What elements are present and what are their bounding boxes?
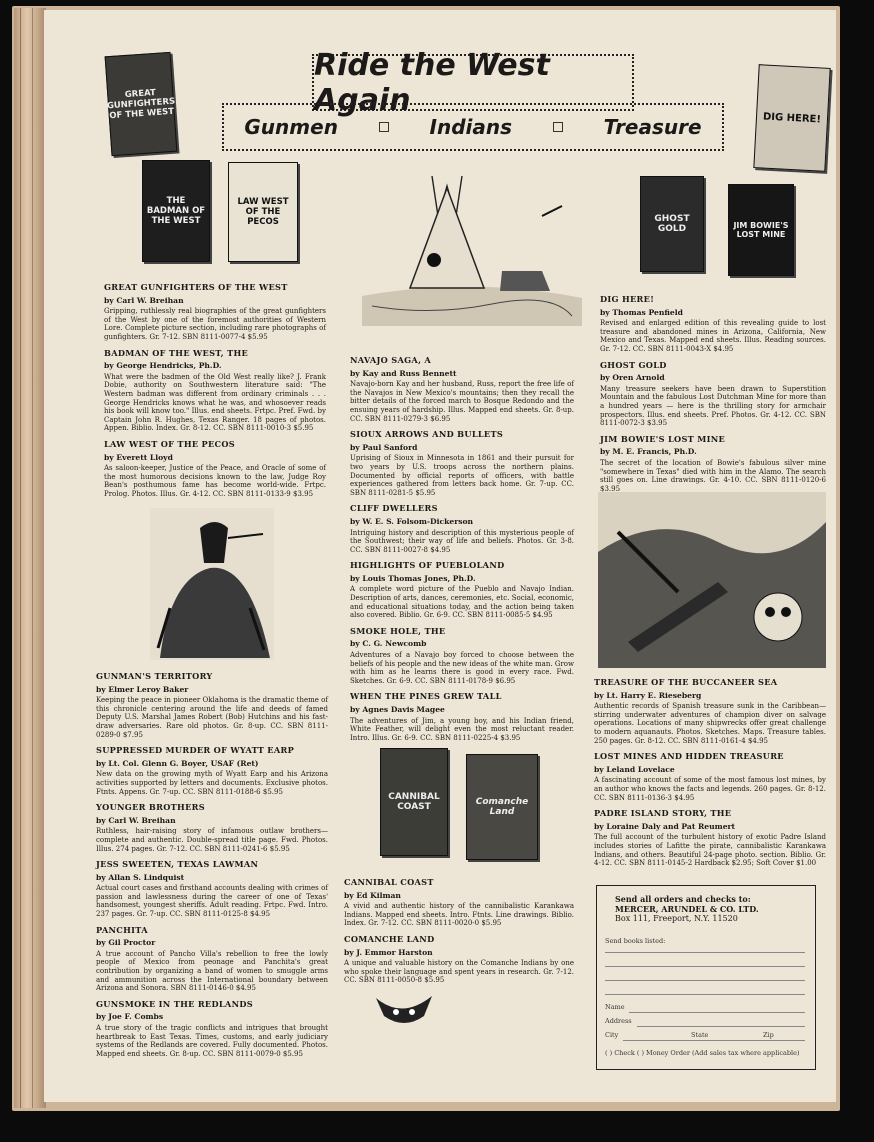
category-indians: Indians [429,115,513,139]
book-description: A true account of Pancho Villa's rebellion to free the lowly people of Mexico from peonage and Panchita's great contribution by organizing a band of women to smuggle arms and ammunition across the International boundary between Arizona and Sonora. SBN 8111-0146-0 $4.95 [96,949,328,993]
book-author: by Agnes Davis Magee [350,705,445,714]
banner-categories [222,103,724,151]
book-title: SMOKE HOLE, THE [350,625,446,636]
book-entry [600,295,826,354]
book-author: by Leland Lovelace [594,764,675,774]
cover-title: GREAT GUNFIGHTERS OF THE WEST [106,87,176,122]
cattle-skull-ornament [372,990,436,1032]
book-title: DIG HERE! [600,294,655,304]
column-right-bottom [594,678,826,875]
book-description: Revised and enlarged edition of this revealing guide to lost treasure and abandoned mines in Arizona, California, New Mexico and Texas. Mapped end sheets. Illus. Reading sources. Gr. 7-12. CC. SBN 8111-0043-X $4.95 [600,319,826,353]
book-entry [600,361,826,428]
book-entry [594,809,826,868]
book-description: Gripping, ruthlessly real biographies of the great gunfighters of the West by one of the foremost authorities of Western Lore. Complete picture section, including rare photographs of gunfighters. Gr. 7-12. SBN 8111-0077-4 $5.95 [104,307,326,341]
book-author: by Thomas Penfield [600,307,683,317]
book-author: by Everett Lloyd [104,452,173,462]
book-author: by Carl W. Breihan [104,295,184,305]
book-description: A unique and valuable history on the Comanche Indians by one who spoke their language and spent years in research. Gr. 7-12. CC. SBN 8111-0050-8 $5.95 [344,959,574,985]
book-entry [350,504,574,554]
book-title: COMANCHE LAND [344,933,435,944]
book-cover-gunfighters [105,52,178,156]
address-field[interactable] [637,1026,805,1027]
book-description: A complete word picture of the Pueblo and Navajo Indian. Description of arts, dances, ceremonies, etc. Social, economic, and educational situations today, and the action being taken also covered. Biblio. Gr. 6-9. CC. SBN 8111-0085-5 $4.95 [350,585,574,620]
city-label: City [605,1031,619,1039]
book-entry [96,860,328,919]
book-description: New data on the growing myth of Wyatt Earp and his Arizona activities supported by letters and documents. Exclusive photos. Ftnts. Appens. Gr. 7-up. CC. SBN 8111-0188-6 $5.95 [96,770,328,796]
book-cover-ghostgold [640,176,704,272]
city-state-zip-field[interactable] [623,1040,805,1041]
book-description: A vivid and authentic history of the cannibalistic Karankawa Indians. Mapped end sheets. Intro. Ftnts. Line drawings. Biblio. Index. Gr. 7-12. CC. SBN 8111-0020-0 $5.95 [344,902,574,928]
book-title: JIM BOWIE'S LOST MINE [600,433,726,444]
book-entry [594,678,826,745]
book-author: by Joe F. Combs [96,1012,164,1022]
cover-title: JIM BOWIE'S LOST MINE [733,221,789,239]
gunman-on-horse-illustration [150,508,274,660]
binding-spine [14,8,46,1108]
books-line[interactable] [605,966,805,967]
book-entry [600,435,826,494]
book-author: by Carl W. Breihan [96,815,176,825]
book-cover-bowie [728,184,794,276]
teepee-illustration [352,176,584,332]
cover-title: DIG HERE! [762,110,822,126]
book-entry [104,440,326,499]
column-left-bottom [96,672,328,1065]
book-author: by George Hendricks, Ph.D. [104,361,222,371]
book-author: by Allan S. Lindquist [96,872,185,882]
book-description: Intriguing history and description of this mysterious people of the Southwest; their way of life and beliefs. Photos. Gr. 3-8. CC. SBN 8111-0027-8 $4.95 [350,528,574,554]
order-address: Box 111, Freeport, N.Y. 11520 [615,914,738,923]
book-title: JESS SWEETEN, TEXAS LAWMAN [96,859,259,870]
book-author: by J. Emmor Harston [344,947,433,957]
book-author: by Gil Proctor [96,938,156,948]
books-line[interactable] [605,994,805,995]
book-cover-lawwest [228,162,298,262]
name-field[interactable] [629,1012,805,1013]
book-entry [96,746,328,796]
book-description: A true story of the tragic conflicts and intrigues that brought heartbreak to East Texas. Times, customs, and early judiciary systems of the Redlands are covered. Fully documented. Photos. Mapped end sheets. Gr. 8-up. CC. SBN 8111-0079-0 $5.95 [96,1024,328,1058]
address-label: Address [605,1017,632,1025]
book-description: The secret of the location of Bowie's fabulous silver mine "somewhere in Texas" died with him in the Alamo. The search still goes on. Line drawings. Gr. 4-10. CC. SBN 8111-0120-6 $3.95 [600,458,826,493]
book-author: by Lt. Col. Glenn G. Boyer, USAF (Ret) [96,758,259,768]
book-title: GUNSMOKE IN THE REDLANDS [96,998,253,1009]
book-author: by Paul Sanford [350,442,418,452]
column-right-top [600,295,826,500]
book-entry [96,926,328,993]
book-author: by Louis Thomas Jones, Ph.D. [350,573,476,583]
book-title: CLIFF DWELLERS [350,503,438,514]
banner-title-text: Ride the West Again [314,47,550,118]
book-author: by Ed Kilman [344,890,401,900]
book-author: by Elmer Leroy Baker [96,684,189,694]
bullet-box-icon [379,122,389,132]
book-entry [350,692,574,742]
payment-options[interactable]: ( ) Check ( ) Money Order (Add sales tax where applicable) [605,1049,800,1057]
book-entry [350,561,574,620]
book-title: GUNMAN'S TERRITORY [96,671,213,681]
book-description: Uprising of Sioux in Minnesota in 1861 and their pursuit for two years by U.S. troops across the northern plains. Documented by official reports of officers, with battle experiences gathered from letters back home. Gr. 7-up. CC. SBN 8111-0281-5 $5.95 [350,454,574,497]
state-label: State [691,1031,709,1039]
book-title: PANCHITA [96,924,148,935]
book-entry [350,627,574,686]
order-company: MERCER, ARUNDEL & CO. LTD. [615,904,759,914]
book-author: by M. E. Francis, Ph.D. [600,447,697,457]
books-line[interactable] [605,952,805,953]
book-entry [96,672,328,739]
book-description: Ruthless, hair-raising story of infamous outlaw brothers—complete and authentic. Double-spread title page. Fwd. Photos. Illus. 274 pages. Gr. 7-12. CC. SBN 8111-0241-6 $5.95 [96,827,328,853]
book-cover-comanche [466,754,538,860]
category-gunmen: Gunmen [244,115,338,139]
cover-title: GHOST GOLD [654,214,690,234]
book-title: LOST MINES AND HIDDEN TREASURE [594,751,784,762]
book-description: Many treasure seekers have been drawn to Superstition Mountain and the fabulous Lost Dutchman Mine for more than a hundred years — here is the thrilling story for armchair prospectors. Illus. end sheets. Pref. Photos. Gr. 4-12. CC. SBN 8111-0072-3 $3.95 [600,384,826,428]
skull-and-treasure-illustration [598,492,826,668]
book-author: by Loraine Daly and Pat Reumert [594,821,736,831]
bullet-box-icon [553,122,563,132]
name-label: Name [605,1003,625,1011]
book-author: by Kay and Russ Bennett [350,368,457,378]
book-entry [594,752,826,802]
book-title: WHEN THE PINES GREW TALL [350,691,502,702]
book-entry [104,349,326,433]
zip-label: Zip [763,1031,774,1039]
category-treasure: Treasure [603,115,702,139]
book-author: by W. E. S. Folsom-Dickerson [350,516,474,526]
column-left-top [104,283,326,505]
book-title: SIOUX ARROWS AND BULLETS [350,429,504,440]
cover-title: LAW WEST OF THE PECOS [237,197,289,227]
book-description: A fascinating account of some of the most famous lost mines, by an author who knows the facts and legends. 260 pages. Gr. 8-12. CC. SBN 8111-0136-3 $4.95 [594,776,826,802]
book-title: CANNIBAL COAST [344,877,434,887]
book-title: BADMAN OF THE WEST, THE [104,347,249,358]
book-entry [350,430,574,497]
books-line[interactable] [605,980,805,981]
book-title: SUPPRESSED MURDER OF WYATT EARP [96,745,295,756]
book-title: GREAT GUNFIGHTERS OF THE WEST [104,282,288,292]
book-author: by Lt. Harry E. Rieseberg [594,690,702,700]
column-middle-bottom [344,878,574,992]
book-entry [96,803,328,853]
book-title: YOUNGER BROTHERS [96,802,205,813]
book-cover-badman [142,160,210,262]
book-title: GHOST GOLD [600,359,667,370]
book-description: The adventures of Jim, a young boy, and his Indian friend, White Feather, will delight even the most reluctant reader. Intro. Illus. Gr. 6-9. CC. SBN 8111-0225-4 $3.95 [350,716,574,742]
book-cover-dighere [753,64,830,172]
book-entry [96,1000,328,1059]
cover-title: THE BADMAN OF THE WEST [146,196,206,226]
book-description: Authentic records of Spanish treasure sunk in the Caribbean—stirring underwater adventures of champion diver on salvage operations. Locations of many shipwrecks offer great challenge to modern aquanauts. Photos. Sketches. Maps. Treasure tables. 250 pages. Gr. 8-12. CC. SBN 8111-0161-4 $4.95 [594,702,826,745]
book-title: PADRE ISLAND STORY, THE [594,808,732,819]
order-form [596,885,816,1070]
book-entry [344,935,574,985]
book-description: Actual court cases and firsthand accounts dealing with crimes of passion and lawlessness during the career of one of Texas' handsomest, youngest sheriffs. Adult reading. Frtpc. Fwd. Intro. 237 pages. Gr. 7-up. CC. SBN 8111-0125-8 $4.95 [96,884,328,919]
book-description: What were the badmen of the Old West really like? J. Frank Dobie, authority on Southwestern literature said: "The Western badman was different from ordinary criminals . . . George Hendricks knows what he was, and whosoever reads his book will know too." Illus. end sheets. Frtpc. Pref. Fwd. by Captain John R. Hughes, Texas Ranger. 18 pages of photos. Appen. Biblio. Index. Gr. 8-12. CC. SBN 8111-0010-3 $5.95 [104,372,326,433]
book-entry [344,878,574,928]
send-books-label: Send books listed: [605,937,666,945]
book-title: TREASURE OF THE BUCCANEER SEA [594,677,778,687]
book-title: HIGHLIGHTS OF PUEBLOLAND [350,560,505,571]
book-entry [104,283,326,342]
book-description: Keeping the peace in pioneer Oklahoma is the dramatic theme of this chronicle centering around the life and deeds of famed Deputy U.S. Marshal James Robert (Bob) Hutchins and his fast-draw adversaries. Rare old photos. Gr. 8-up. CC. SBN 8111-0289-0 $7.95 [96,696,328,739]
book-entry [350,356,574,423]
book-description: Adventures of a Navajo boy forced to choose between the beliefs of his people and the new ideas of the white man. Grow with him as he learns there is good in every race. Fwd. Sketches. Gr. 6-9. CC. SBN 8111-0178-9 $6.95 [350,651,574,685]
book-description: The full account of the turbulent history of exotic Padre Island includes stories of Lafitte the pirate, cannibalistic Karankawa Indians, and others. Beautiful 24-page photo. section. Biblio. Gr. 4-12. CC. SBN 8111-0145-2 Hardback $2.95; Soft Cover $1.00 [594,833,826,868]
book-author: by Oren Arnold [600,373,665,383]
book-title: NAVAJO SAGA, A [350,355,432,365]
book-description: As saloon-keeper, Justice of the Peace, and Oracle of some of the most humorous decisions known to the law, Judge Roy Bean's posthumous fame has become world-wide. Frtpc. Prolog. Photos. Illus. Gr. 4-12. CC. SBN 8111-0133-9 $3.95 [104,464,326,498]
cover-title: Comanche Land [475,797,529,817]
cover-title: CANNIBAL COAST [388,792,440,812]
book-cover-cannibal [380,748,448,856]
column-middle-top [350,356,574,749]
order-heading: Send all orders and checks to: [615,894,751,904]
book-title: LAW WEST OF THE PECOS [104,438,236,449]
book-author: by C. G. Newcomb [350,639,427,649]
book-description: Navajo-born Kay and her husband, Russ, report the free life of the Navajos in New Mexico's mountains; then they recall the bitter details of the forced march to Bosque Redondo and the ensuing years of hardship. Illus. Mapped end sheets. Gr. 8-up. CC. SBN 8111-0279-3 $6.95 [350,380,574,423]
